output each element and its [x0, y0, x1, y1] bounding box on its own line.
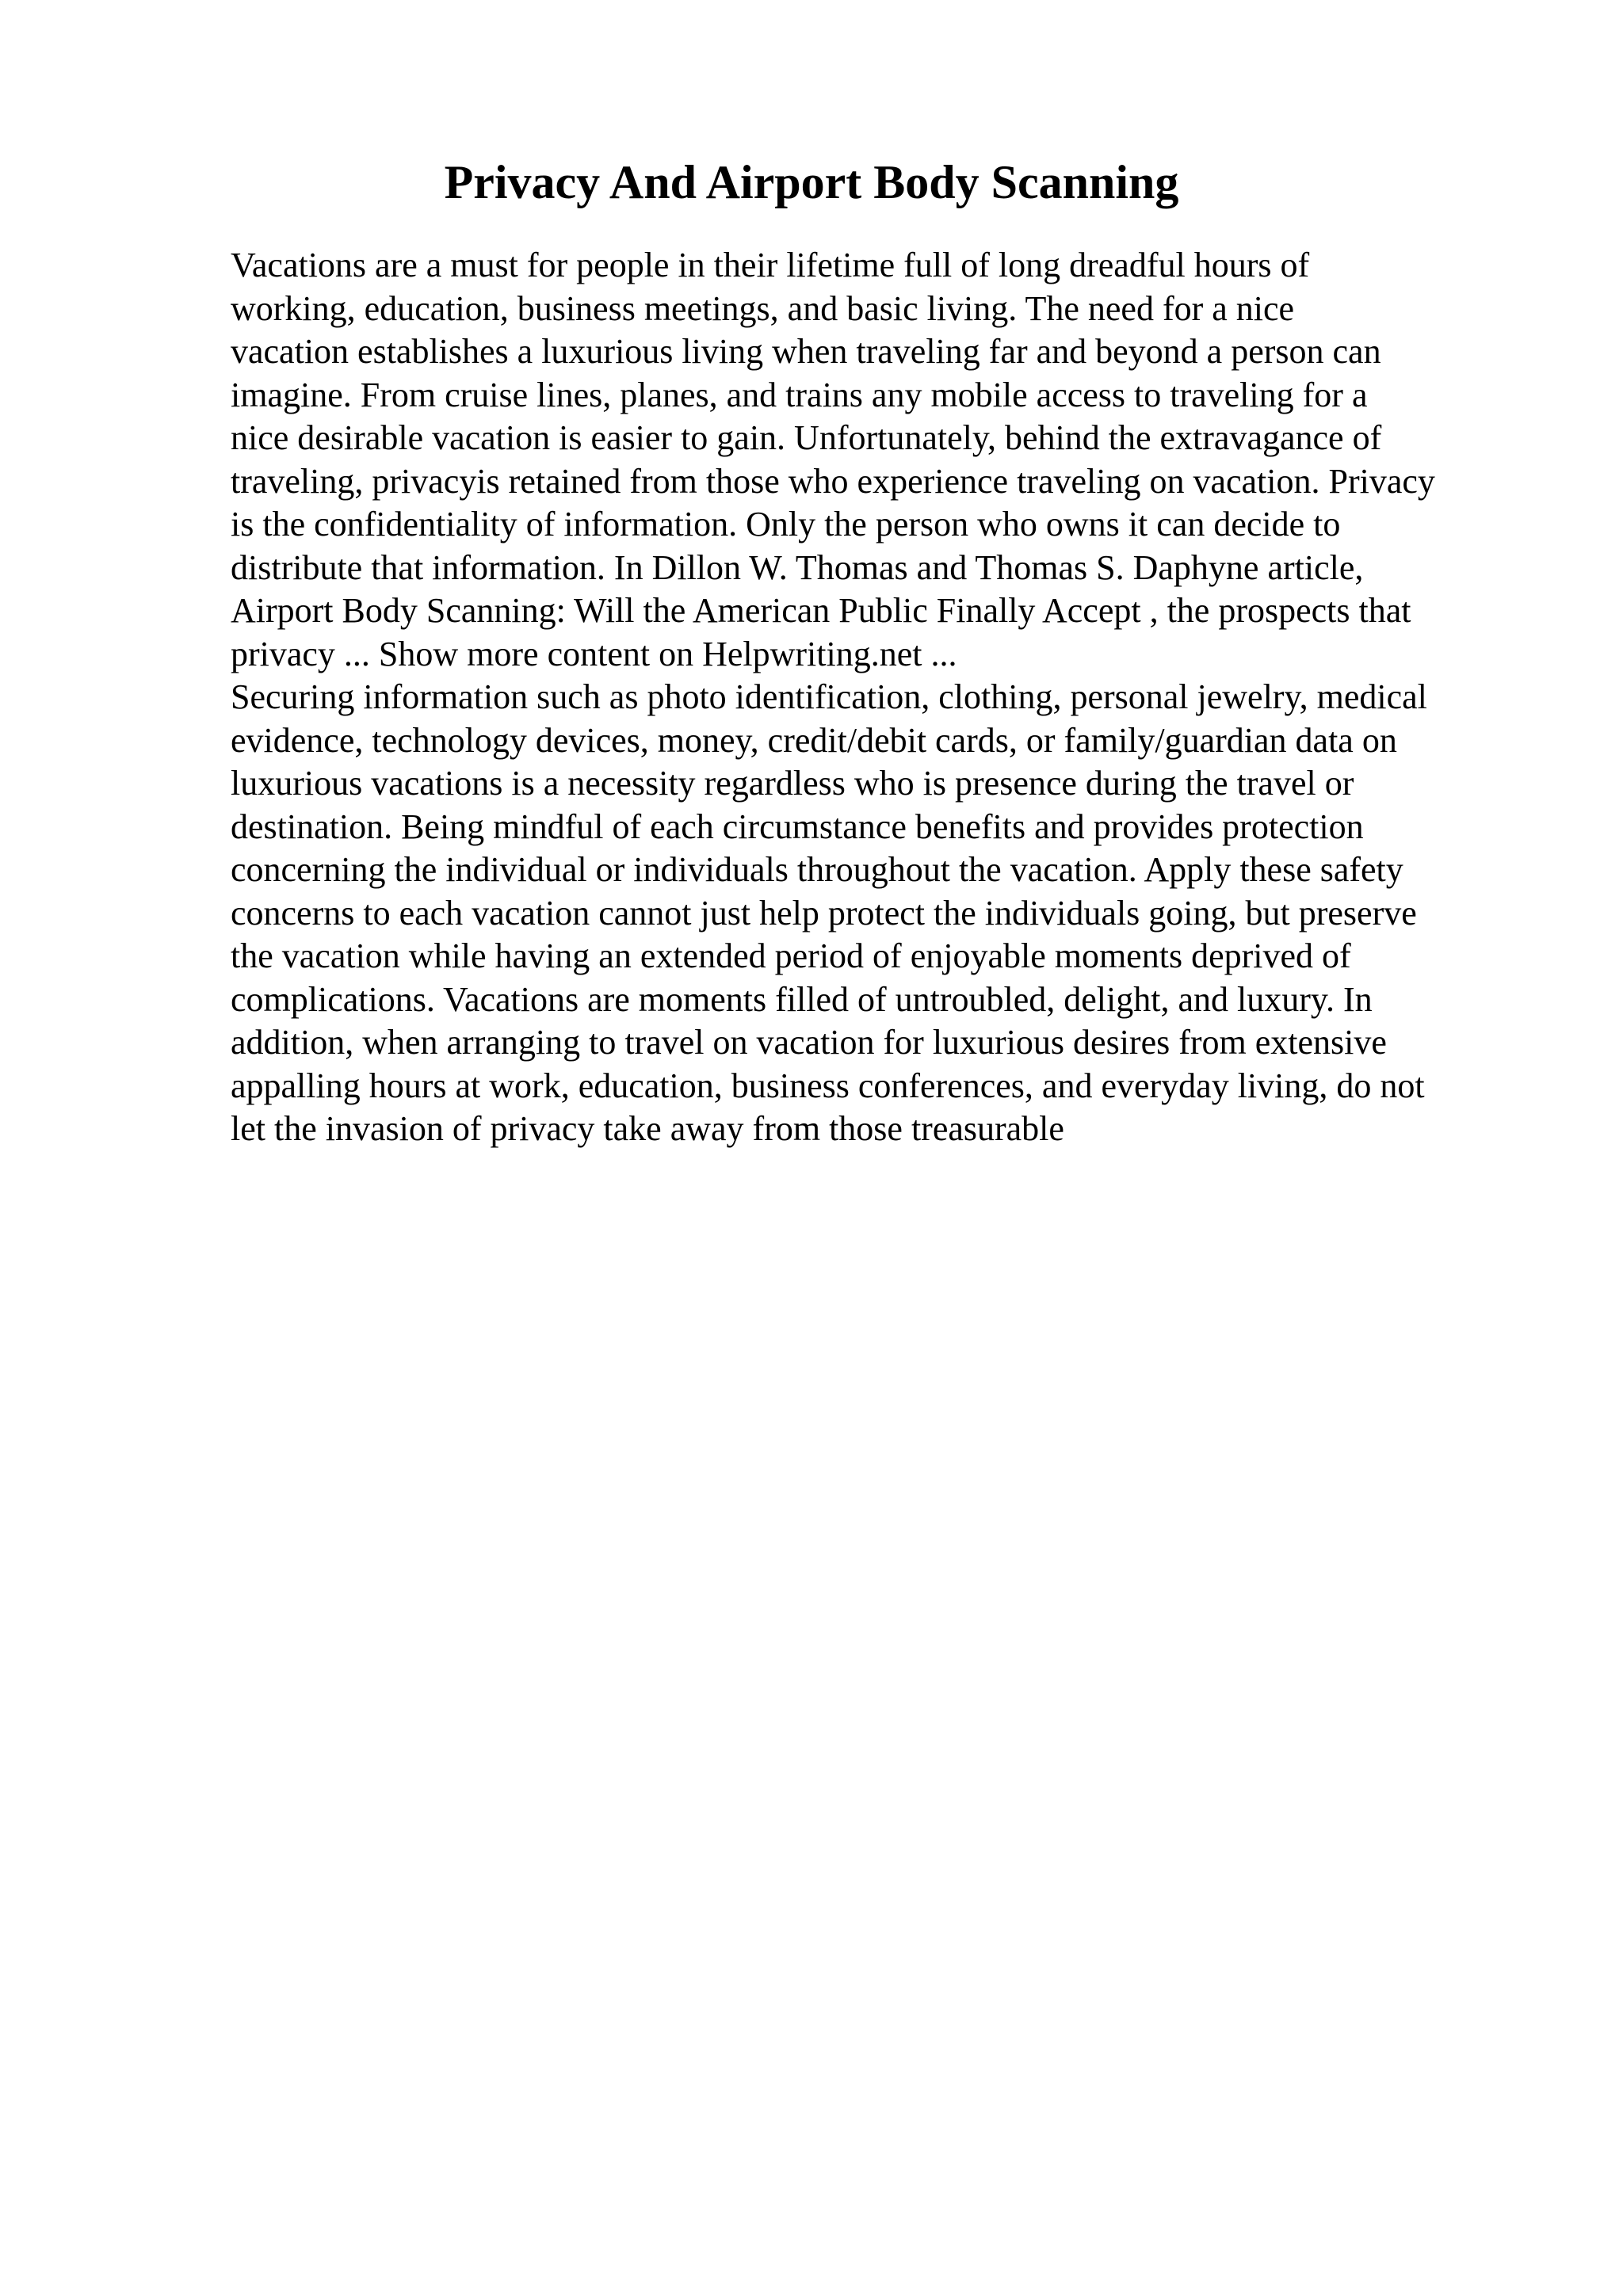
body-line: is the confidentiality of information. Only the person who owns it can decide to: [231, 505, 1341, 543]
body-line: let the invasion of privacy take away from those treasurable: [231, 1109, 1064, 1148]
body-line: concerns to each vacation cannot just help protect the individuals going, but preserve: [231, 893, 1417, 933]
body-line: Securing information such as photo identification, clothing, personal jewelry, medical: [231, 677, 1427, 716]
body-line: distribute that information. In Dillon W. Thomas and Thomas S. Daphyne article,: [231, 547, 1364, 587]
body-line: destination. Being mindful of each circumstance benefits and provides protection: [231, 807, 1364, 846]
body-line: concerning the individual or individuals throughout the vacation. Apply these safety: [231, 850, 1403, 889]
body-line: traveling, privacyis retained from those who experience traveling on vacation. Privacy: [231, 461, 1435, 501]
body-line: complications. Vacations are moments filled of untroubled, delight, and luxury. In: [231, 979, 1373, 1019]
document-title: Privacy And Airport Body Scanning: [444, 156, 1179, 208]
body-line: Airport Body Scanning: Will the American Public Finally Accept , the prospects that: [231, 591, 1411, 630]
body-line: nice desirable vacation is easier to gain. Unfortunately, behind the extravagance of: [231, 418, 1382, 457]
document-body: [231, 244, 1514, 1151]
body-line: vacation establishes a luxurious living when traveling far and beyond a person can: [231, 332, 1381, 371]
body-line: Vacations are a must for people in their lifetime full of long dreadful hours of: [231, 246, 1310, 284]
body-line: working, education, business meetings, and basic living. The need for a nice: [231, 288, 1295, 328]
body-line: addition, when arranging to travel on vacation for luxurious desires from extensive: [231, 1023, 1387, 1062]
body-line: appalling hours at work, education, business conferences, and everyday living, do not: [231, 1066, 1425, 1105]
body-line: imagine. From cruise lines, planes, and trains any mobile access to traveling for a: [231, 375, 1368, 414]
body-line: luxurious vacations is a necessity regardless who is presence during the travel or: [231, 764, 1354, 803]
body-line: privacy ... Show more content on Helpwriting.net ...: [231, 634, 957, 673]
body-line: the vacation while having an extended period of enjoyable moments deprived of: [231, 936, 1351, 975]
body-line: evidence, technology devices, money, credit/debit cards, or family/guardian data on: [231, 720, 1397, 760]
